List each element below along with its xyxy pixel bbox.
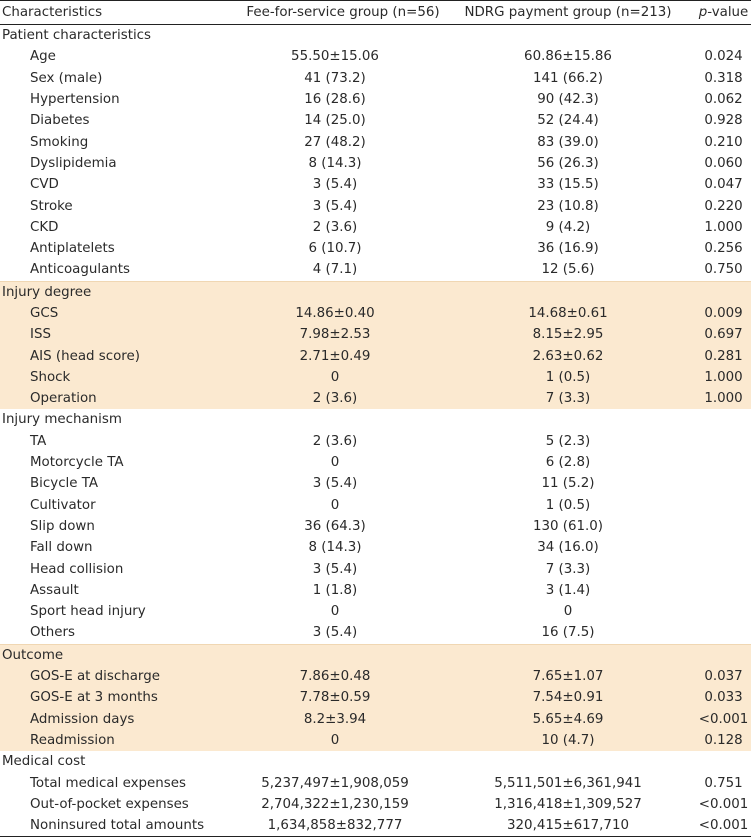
- p-value: [678, 495, 751, 516]
- section-header-row: [0, 25, 751, 47]
- row-label: Bicycle TA: [30, 476, 99, 492]
- fee-for-service-value: 6 (10.7): [308, 241, 362, 257]
- table-row: [0, 473, 751, 494]
- p-value: 0.037: [678, 666, 751, 687]
- ndrg-payment-value: 90 (42.3): [537, 92, 599, 108]
- table-row: [0, 89, 751, 110]
- row-label: Antiplatelets: [30, 241, 115, 257]
- ndrg-payment-value: 2.63±0.62: [458, 345, 678, 366]
- fee-for-service-value: 7.98±2.53: [212, 324, 458, 345]
- row-label: Out-of-pocket expenses: [30, 796, 189, 812]
- ndrg-payment-value: 7 (3.3): [545, 561, 591, 577]
- table-row: [0, 730, 751, 751]
- fee-for-service-value: 27 (48.2): [304, 134, 366, 150]
- row-label: CVD: [30, 177, 59, 193]
- section-title: Medical cost: [2, 754, 86, 770]
- p-value: [678, 558, 751, 579]
- table-row: [0, 516, 751, 537]
- section-title: Injury mechanism: [2, 412, 122, 428]
- fee-for-service-value: 7.78±0.59: [212, 687, 458, 708]
- ndrg-payment-value: 1,316,418±1,309,527: [494, 796, 642, 812]
- ndrg-payment-value: 33 (15.5): [537, 177, 599, 193]
- ndrg-payment-value: 16 (7.5): [541, 625, 595, 641]
- section-header-row: [0, 281, 751, 303]
- section-header-row: [0, 409, 751, 430]
- p-value: [678, 580, 751, 601]
- table-row: [0, 558, 751, 579]
- ndrg-payment-value: 1 (0.5): [545, 497, 591, 513]
- ndrg-payment-value: 12 (5.6): [541, 262, 595, 278]
- fee-for-service-value: 3 (5.4): [312, 476, 358, 492]
- empty-cell: [212, 281, 458, 303]
- ndrg-payment-value: 8.15±2.95: [458, 324, 678, 345]
- table-row: [0, 815, 751, 837]
- table-row: [0, 388, 751, 409]
- fee-for-service-value: 0: [212, 730, 458, 751]
- ndrg-payment-value: 0: [563, 604, 573, 620]
- p-value: 0.009: [678, 303, 751, 324]
- table-row: [0, 601, 751, 622]
- table-row: [0, 709, 751, 730]
- ndrg-payment-value: 130 (61.0): [532, 518, 604, 534]
- fee-for-service-value: 0: [330, 497, 340, 513]
- empty-cell: [458, 409, 678, 430]
- ndrg-payment-value: 36 (16.9): [537, 241, 599, 257]
- ndrg-payment-value: 5.65±4.69: [458, 709, 678, 730]
- table-row: [0, 174, 751, 195]
- fee-for-service-value: 1,634,858±832,777: [212, 815, 458, 837]
- row-label: Sex (male): [30, 70, 103, 86]
- ndrg-payment-value: 23 (10.8): [537, 198, 599, 214]
- section-title: Injury degree: [0, 281, 212, 303]
- fee-for-service-value: 14 (25.0): [304, 113, 366, 129]
- row-label: Others: [30, 625, 75, 641]
- row-label: Motorcycle TA: [30, 455, 124, 471]
- fee-for-service-value: 0: [330, 604, 340, 620]
- row-label: Dyslipidemia: [30, 155, 117, 171]
- empty-cell: [212, 409, 458, 430]
- fee-for-service-value: 41 (73.2): [304, 70, 366, 86]
- row-label: GOS-E at 3 months: [0, 687, 212, 708]
- table-row: [0, 622, 751, 644]
- empty-cell: [212, 25, 458, 47]
- p-value: 0.047: [704, 177, 743, 193]
- row-label: Cultivator: [30, 497, 96, 513]
- empty-cell: [678, 281, 751, 303]
- table-row: [0, 772, 751, 793]
- p-value: 0.256: [704, 241, 743, 257]
- fee-for-service-value: 8.2±3.94: [212, 709, 458, 730]
- empty-cell: [678, 409, 751, 430]
- p-value: [678, 431, 751, 452]
- fee-for-service-value: 7.86±0.48: [212, 666, 458, 687]
- table-row: [0, 580, 751, 601]
- row-label: Age: [30, 49, 56, 65]
- row-label: Hypertension: [30, 92, 120, 108]
- p-value: [678, 601, 751, 622]
- table-row: [0, 238, 751, 259]
- p-value: 0.024: [704, 49, 743, 65]
- row-label: Smoking: [30, 134, 89, 150]
- ndrg-payment-value: 14.68±0.61: [458, 303, 678, 324]
- fee-for-service-value: 2.71±0.49: [212, 345, 458, 366]
- ndrg-payment-value: 320,415±617,710: [458, 815, 678, 837]
- fee-for-service-value: 8 (14.3): [308, 155, 362, 171]
- p-value: <0.001: [678, 815, 751, 837]
- p-value: [678, 537, 751, 558]
- row-label: CKD: [30, 219, 59, 235]
- row-label: Total medical expenses: [30, 775, 186, 791]
- empty-cell: [212, 751, 458, 772]
- table-row: [0, 303, 751, 324]
- p-value: 0.318: [704, 70, 743, 86]
- row-label: TA: [30, 433, 47, 449]
- p-value: 0.060: [704, 155, 743, 171]
- p-value: 0.751: [704, 775, 743, 791]
- fee-for-service-value: 2 (3.6): [312, 433, 358, 449]
- empty-cell: [212, 644, 458, 666]
- row-label: Head collision: [30, 561, 124, 577]
- ndrg-payment-value: 7 (3.3): [458, 388, 678, 409]
- row-label: Shock: [0, 367, 212, 388]
- row-label: GCS: [0, 303, 212, 324]
- table-row: [0, 195, 751, 216]
- row-label: GOS-E at discharge: [0, 666, 212, 687]
- fee-for-service-value: 4 (7.1): [312, 262, 358, 278]
- row-label: ISS: [0, 324, 212, 345]
- empty-cell: [678, 751, 751, 772]
- empty-cell: [678, 644, 751, 666]
- ndrg-payment-value: 7.54±0.91: [458, 687, 678, 708]
- row-label: Slip down: [30, 518, 95, 534]
- ndrg-payment-value: 5,511,501±6,361,941: [494, 775, 642, 791]
- p-value: 1.000: [704, 219, 743, 235]
- fee-for-service-value: 55.50±15.06: [291, 49, 379, 65]
- empty-cell: [458, 644, 678, 666]
- fee-for-service-value: 16 (28.6): [304, 92, 366, 108]
- table-row: [0, 131, 751, 152]
- section-title: Outcome: [0, 644, 212, 666]
- fee-for-service-value: 0: [330, 455, 340, 471]
- fee-for-service-value: 3 (5.4): [312, 625, 358, 641]
- p-value: [678, 622, 751, 644]
- ndrg-payment-value: 10 (4.7): [458, 730, 678, 751]
- ndrg-payment-value: 34 (16.0): [537, 540, 599, 556]
- p-value: 0.281: [678, 345, 751, 366]
- fee-for-service-value: 2,704,322±1,230,159: [261, 796, 409, 812]
- header-p-suffix: -value: [707, 5, 749, 20]
- table-row: [0, 452, 751, 473]
- row-label: Readmission: [0, 730, 212, 751]
- fee-for-service-value: 3 (5.4): [312, 561, 358, 577]
- ndrg-payment-value: 83 (39.0): [537, 134, 599, 150]
- row-label: AIS (head score): [0, 345, 212, 366]
- row-label: Anticoagulants: [30, 262, 131, 278]
- header-p-value: [678, 1, 751, 25]
- p-value: 0.697: [678, 324, 751, 345]
- row-label: Assault: [30, 582, 79, 598]
- row-label: Fall down: [30, 540, 93, 556]
- section-header-row: [0, 751, 751, 772]
- empty-cell: [458, 25, 678, 47]
- empty-cell: [678, 25, 751, 47]
- fee-for-service-value: 0: [212, 367, 458, 388]
- row-label: Sport head injury: [30, 604, 146, 620]
- table-row: [0, 68, 751, 89]
- table-row: [0, 217, 751, 238]
- table-row: [0, 537, 751, 558]
- p-value: [678, 452, 751, 473]
- ndrg-payment-value: 52 (24.4): [537, 113, 599, 129]
- p-value: 0.033: [678, 687, 751, 708]
- row-label: Admission days: [0, 709, 212, 730]
- header-fee-for-service: Fee-for-service group (n=56): [212, 1, 458, 25]
- fee-for-service-value: 8 (14.3): [308, 540, 362, 556]
- p-value: 0.062: [704, 92, 743, 108]
- section-title: Patient characteristics: [2, 28, 152, 44]
- table-row: [0, 794, 751, 815]
- p-value: <0.001: [698, 796, 749, 812]
- row-label: Noninsured total amounts: [0, 815, 212, 837]
- row-label: Stroke: [30, 198, 73, 214]
- fee-for-service-value: 2 (3.6): [212, 388, 458, 409]
- table-row: [0, 153, 751, 174]
- ndrg-payment-value: 6 (2.8): [545, 455, 591, 471]
- section-header-row: [0, 644, 751, 666]
- p-value: 0.128: [678, 730, 751, 751]
- table-row: [0, 110, 751, 131]
- ndrg-payment-value: 141 (66.2): [532, 70, 604, 86]
- p-value: 0.210: [704, 134, 743, 150]
- ndrg-payment-value: 11 (5.2): [541, 476, 595, 492]
- fee-for-service-value: 1 (1.8): [312, 582, 358, 598]
- fee-for-service-value: 5,237,497±1,908,059: [261, 775, 409, 791]
- table-row: [0, 324, 751, 345]
- fee-for-service-value: 14.86±0.40: [212, 303, 458, 324]
- ndrg-payment-value: 1 (0.5): [458, 367, 678, 388]
- header-ndrg-payment: NDRG payment group (n=213): [458, 1, 678, 25]
- table-row: [0, 367, 751, 388]
- ndrg-payment-value: 5 (2.3): [545, 433, 591, 449]
- table-row: [0, 666, 751, 687]
- ndrg-payment-value: 7.65±1.07: [458, 666, 678, 687]
- fee-for-service-value: 36 (64.3): [304, 518, 366, 534]
- p-value: 0.928: [704, 113, 743, 129]
- table-row: [0, 495, 751, 516]
- ndrg-payment-value: 60.86±15.86: [524, 49, 612, 65]
- table-row: [0, 259, 751, 281]
- empty-cell: [458, 751, 678, 772]
- table-body: [0, 25, 751, 837]
- table-row: [0, 46, 751, 67]
- header-characteristics: Characteristics: [0, 1, 212, 25]
- header-p-letter: p: [698, 5, 708, 20]
- p-value: 1.000: [678, 367, 751, 388]
- table-row: [0, 345, 751, 366]
- p-value: 1.000: [678, 388, 751, 409]
- table-header-row: [0, 1, 751, 25]
- table-row: [0, 431, 751, 452]
- fee-for-service-value: 3 (5.4): [312, 177, 358, 193]
- p-value: <0.001: [678, 709, 751, 730]
- p-value: 0.750: [704, 262, 743, 278]
- row-label: Diabetes: [30, 113, 90, 129]
- p-value: [678, 473, 751, 494]
- empty-cell: [458, 281, 678, 303]
- p-value: 0.220: [704, 198, 743, 214]
- ndrg-payment-value: 9 (4.2): [545, 219, 591, 235]
- p-value: [678, 516, 751, 537]
- fee-for-service-value: 2 (3.6): [312, 219, 358, 235]
- row-label: Operation: [0, 388, 212, 409]
- ndrg-payment-value: 56 (26.3): [537, 155, 599, 171]
- table-row: [0, 687, 751, 708]
- ndrg-payment-value: 3 (1.4): [545, 582, 591, 598]
- fee-for-service-value: 3 (5.4): [312, 198, 358, 214]
